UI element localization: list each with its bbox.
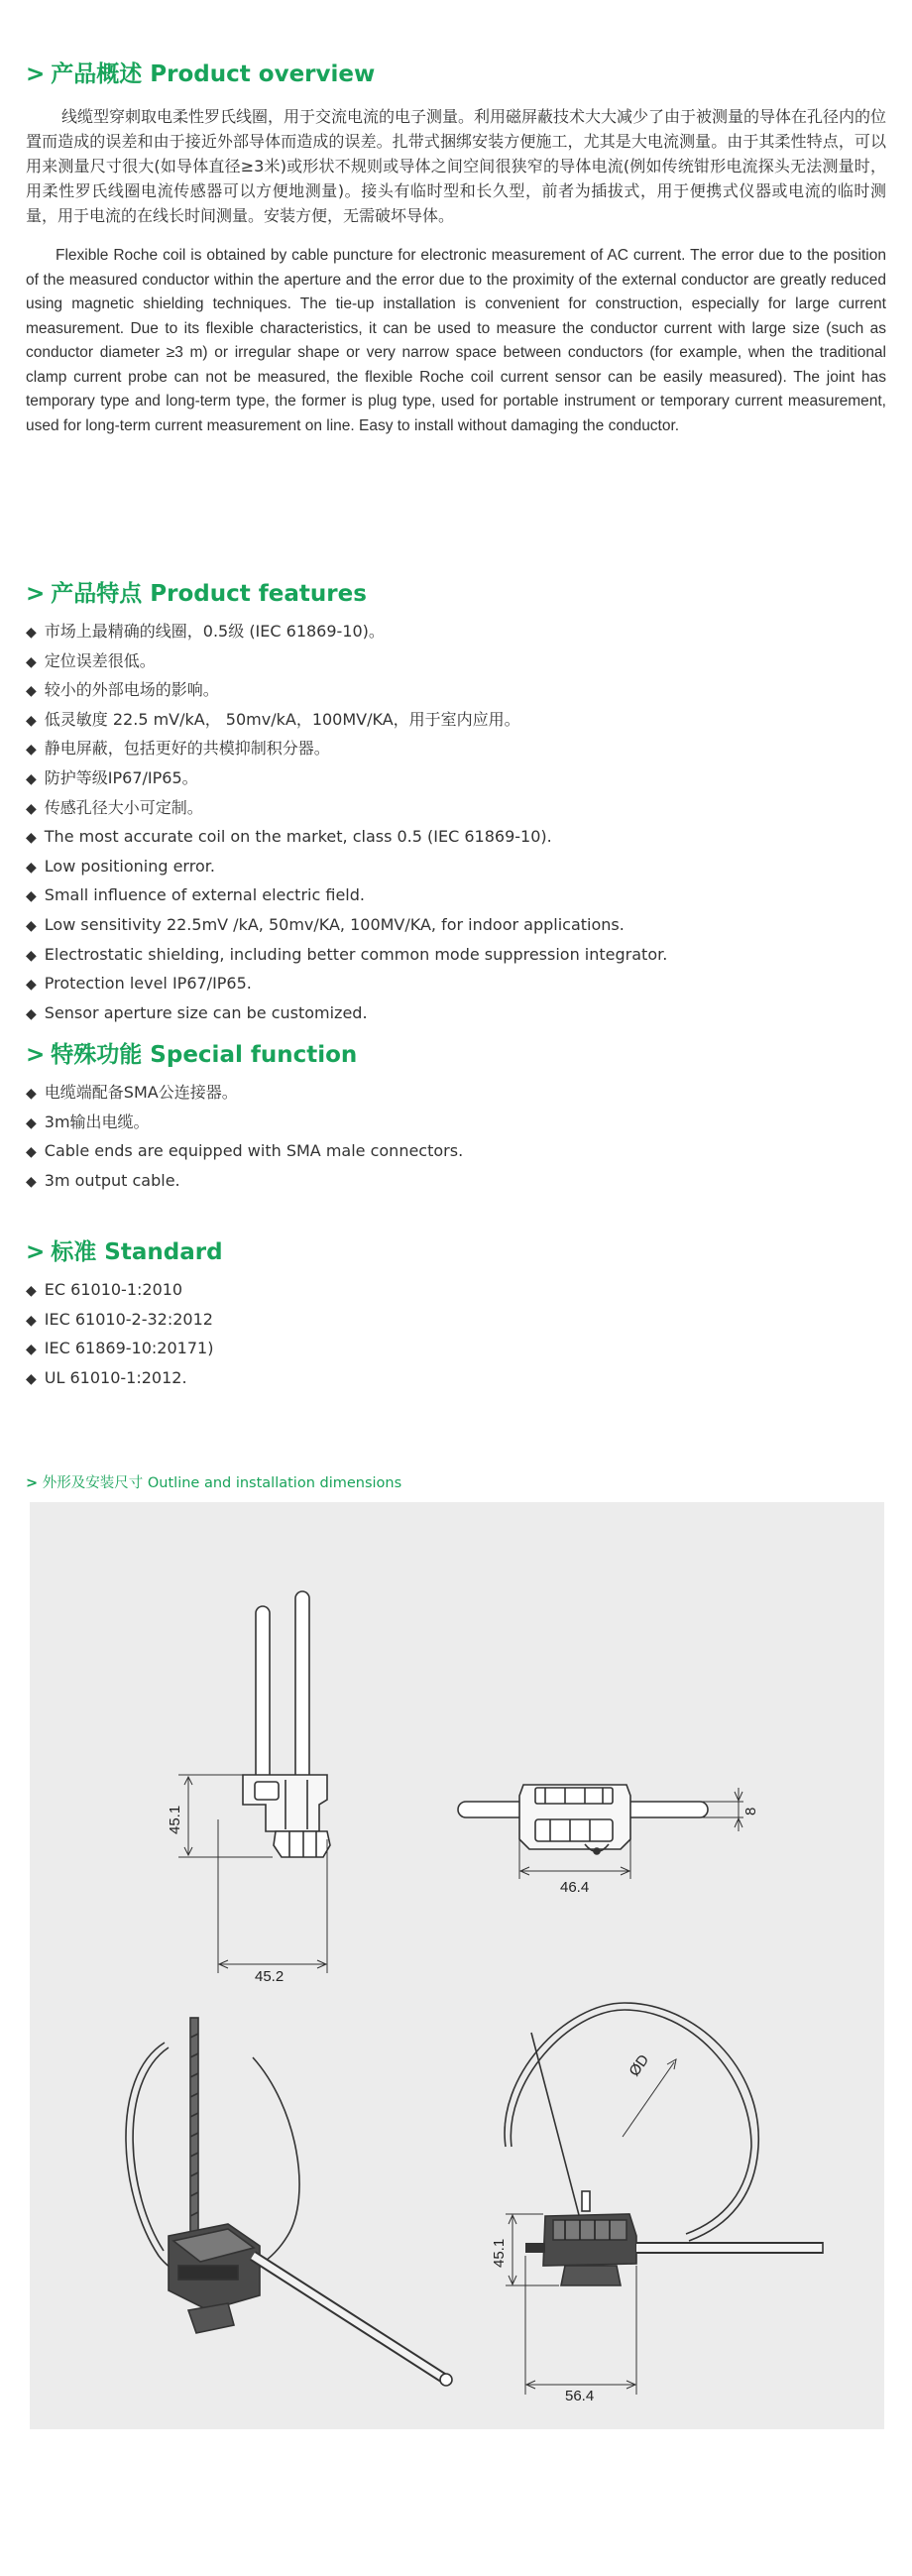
overview-text-en: Flexible Roche coil is obtained by cable puncture for electronic measurement of AC current. The error due to the position of the measured conductor within the aperture and the error due to the proximity of the external conductor are greatly reduced using magnetic shielding techniques. The tie-up installation is convenient for construction, especially for large current measurement. Due to its flexible characteristics, it can be used to measure the conductor current with large size (such as conductor diameter ≥3 m) or irregular shape or very narrow space between conductors (for example, when the traditional clamp current probe can not be measured, the flexible Roche coil current sensor can be easily measured). The joint has temporary type and long-term type, the former is plug type, used for portable instrument or temporary current measurement, used for long-term current measurement on line. Easy to install without damaging the conductor. <box>26 247 886 434</box>
diamond-bullet-icon: ◆ <box>26 770 37 787</box>
list-item: ◆ 低灵敏度 22.5 mV/kA， 50mv/kA，100MV/KA，用于室内应用。 <box>26 709 520 729</box>
diamond-bullet-icon: ◆ <box>26 1114 37 1131</box>
features-section <box>26 575 886 1028</box>
front-width-label: 45.2 <box>255 1968 285 1985</box>
front-height-label: 45.1 <box>167 1805 183 1834</box>
diamond-bullet-icon: ◆ <box>26 625 37 641</box>
list-item: ◆ 市场上最精确的线圈，0.5级 (IEC 61869-10)。 <box>26 622 385 641</box>
diamond-bullet-icon: ◆ <box>26 917 37 934</box>
isometric-view-drawing <box>126 2018 452 2386</box>
list-item: ◆ Electrostatic shielding, including better common mode suppression integrator. <box>26 944 668 964</box>
diamond-bullet-icon: ◆ <box>26 1283 37 1299</box>
list-item: ◆ 传感孔径大小可定制。 <box>26 797 203 817</box>
list-item: ◆ 3m output cable. <box>26 1170 180 1190</box>
features-title: > 产品特点 Product features <box>26 581 367 607</box>
diamond-bullet-icon: ◆ <box>26 1144 37 1161</box>
diamond-bullet-icon: ◆ <box>26 653 37 670</box>
diamond-bullet-icon: ◆ <box>26 1086 37 1102</box>
chevron-right-icon: > <box>26 1239 46 1265</box>
diamond-bullet-icon: ◆ <box>26 1312 37 1329</box>
chevron-right-icon: > <box>26 1042 46 1068</box>
list-item: ◆ Low positioning error. <box>26 856 215 876</box>
diamond-bullet-icon: ◆ <box>26 1370 37 1387</box>
diamond-bullet-icon: ◆ <box>26 800 37 817</box>
list-item: ◆ 3m输出电缆。 <box>26 1112 150 1131</box>
diamond-bullet-icon: ◆ <box>26 1342 37 1358</box>
loop-view-drawing <box>505 2003 823 2285</box>
list-item: ◆ 电缆端配备SMA公连接器。 <box>26 1083 238 1102</box>
special-function-section <box>26 1036 886 1196</box>
diamond-bullet-icon: ◆ <box>26 977 37 994</box>
dimension-drawing-panel <box>30 1502 884 2429</box>
list-item: ◆ Low sensitivity 22.5mV /kA, 50mv/KA, 100MV/KA, for indoor applications. <box>26 914 625 934</box>
special-function-list <box>26 1079 886 1196</box>
loop-width-label: 56.4 <box>565 2388 595 2404</box>
diamond-bullet-icon: ◆ <box>26 712 37 729</box>
top-width-label: 46.4 <box>560 1879 590 1896</box>
standard-title: > 标准 Standard <box>26 1239 223 1265</box>
overview-section <box>26 56 886 438</box>
list-item: ◆ UL 61010-1:2012. <box>26 1367 187 1387</box>
diamond-bullet-icon: ◆ <box>26 1173 37 1190</box>
list-item: ◆ EC 61010-1:2010 <box>26 1280 183 1299</box>
overview-text-cn: 线缆型穿刺取电柔性罗氏线圈，用于交流电流的电子测量。利用磁屏蔽技术大大减少了由于被测量的导体在孔径内的位置而造成的误差和由于接近外部导体而造成的误差。扎带式捆绑安装方便施工，尤其是大电流测量。由于其柔性特点，可以用来测量尺寸很大(如导体直径≥3米)或形状不规则或导体之间空间很狭窄的导体电流(例如传统钳形电流探头无法测量时，用柔性罗氏线圈电流传感器可以方便地测量)。接头有临时型和长久型，前者为插拔式，用于便携式仪器或电流的临时测量，用于电流的在线长时间测量。安装方便，无需破坏导体。 <box>26 107 887 225</box>
diamond-bullet-icon: ◆ <box>26 888 37 905</box>
dimensions-title: > 外形及安装尺寸 Outline and installation dimensions <box>26 1475 402 1491</box>
diamond-bullet-icon: ◆ <box>26 830 37 847</box>
diamond-bullet-icon: ◆ <box>26 742 37 759</box>
chevron-right-icon: > <box>26 581 46 607</box>
diamond-bullet-icon: ◆ <box>26 859 37 876</box>
list-item: ◆ IEC 61010-2-32:2012 <box>26 1309 213 1329</box>
loop-height-label: 45.1 <box>491 2238 508 2268</box>
diamond-bullet-icon: ◆ <box>26 947 37 964</box>
list-item: ◆ Small influence of external electric field. <box>26 885 365 905</box>
top-thickness-label: 8 <box>742 1807 759 1815</box>
features-list <box>26 618 886 1028</box>
standard-list <box>26 1276 886 1393</box>
standard-section <box>26 1233 886 1393</box>
diamond-bullet-icon: ◆ <box>26 683 37 700</box>
special-function-title: > 特殊功能 Special function <box>26 1042 358 1068</box>
list-item: ◆ Sensor aperture size can be customized. <box>26 1002 368 1022</box>
overview-title: > 产品概述 Product overview <box>26 61 376 87</box>
list-item: ◆ IEC 61869-10:20171) <box>26 1339 214 1358</box>
list-item: ◆ Protection level IP67/IP65. <box>26 974 252 994</box>
list-item: ◆ Cable ends are equipped with SMA male connectors. <box>26 1141 464 1161</box>
list-item: ◆ 定位误差很低。 <box>26 650 156 670</box>
diameter-label: ØD <box>626 2051 653 2080</box>
chevron-right-icon: > <box>26 1475 39 1491</box>
top-view-drawing <box>458 1785 708 1854</box>
front-view-drawing <box>243 1591 330 1857</box>
list-item: ◆ 较小的外部电场的影响。 <box>26 680 219 700</box>
diamond-bullet-icon: ◆ <box>26 1005 37 1022</box>
list-item: ◆ 防护等级IP67/IP65。 <box>26 767 198 787</box>
list-item: ◆ The most accurate coil on the market, class 0.5 (IEC 61869-10). <box>26 827 552 847</box>
chevron-right-icon: > <box>26 61 46 87</box>
dimension-drawing <box>30 1502 884 2429</box>
list-item: ◆ 静电屏蔽，包括更好的共模抑制积分器。 <box>26 739 330 759</box>
